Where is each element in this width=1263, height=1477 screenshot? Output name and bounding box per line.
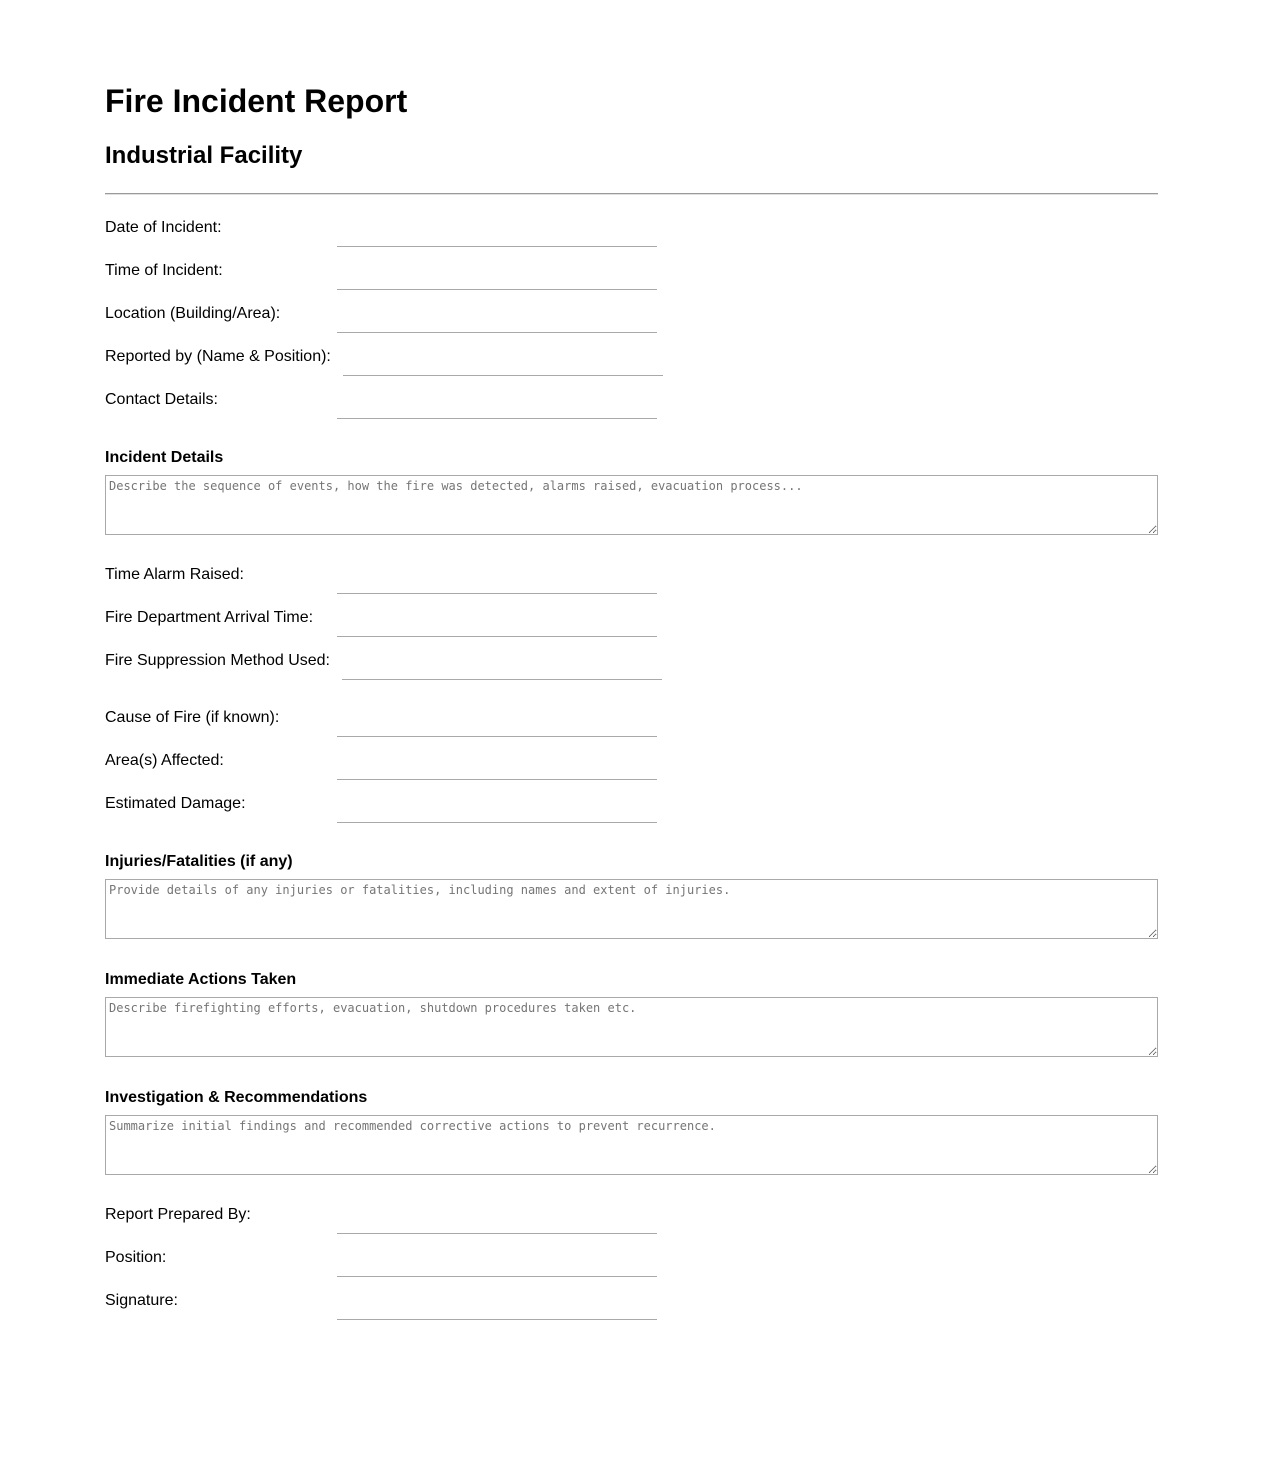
investigation-textarea[interactable] [105, 1115, 1158, 1175]
field-contact-details [105, 390, 657, 420]
estimated-damage-input[interactable] [337, 800, 657, 823]
field-label: Signature: [105, 1292, 178, 1309]
field-label: Contact Details: [105, 391, 218, 408]
field-label: Cause of Fire (if known): [105, 709, 280, 726]
fire-department-arrival-input[interactable] [337, 614, 657, 637]
field-label: Estimated Damage: [105, 795, 246, 812]
time-alarm-raised-input[interactable] [337, 571, 657, 594]
section-title-injuries: Injuries/Fatalities (if any) [105, 853, 293, 870]
field-fire-department-arrival [105, 608, 657, 638]
position-input[interactable] [337, 1254, 657, 1277]
field-label: Time of Incident: [105, 262, 223, 279]
fire-suppression-method-input[interactable] [342, 657, 662, 680]
field-label: Date of Incident: [105, 219, 222, 236]
field-reported-by [105, 347, 663, 377]
header-divider [105, 193, 1158, 195]
field-date-of-incident [105, 218, 657, 248]
field-estimated-damage [105, 794, 657, 824]
field-fire-suppression-method [105, 651, 662, 681]
page-subtitle: Industrial Facility [105, 142, 303, 169]
time-of-incident-input[interactable] [337, 267, 657, 290]
field-position [105, 1248, 657, 1278]
field-label: Reported by (Name & Position): [105, 348, 331, 365]
date-of-incident-input[interactable] [337, 224, 657, 247]
field-cause-of-fire [105, 708, 657, 738]
field-label: Fire Department Arrival Time: [105, 609, 314, 626]
field-label: Report Prepared By: [105, 1206, 251, 1223]
contact-details-input[interactable] [337, 396, 657, 419]
cause-of-fire-input[interactable] [337, 714, 657, 737]
field-report-prepared-by [105, 1205, 657, 1235]
section-title-immediate-actions: Immediate Actions Taken [105, 971, 297, 988]
field-label: Fire Suppression Method Used: [105, 652, 330, 669]
reported-by-input[interactable] [343, 353, 663, 376]
field-label: Location (Building/Area): [105, 305, 281, 322]
field-label: Area(s) Affected: [105, 752, 224, 769]
areas-affected-input[interactable] [337, 757, 657, 780]
immediate-actions-textarea[interactable] [105, 997, 1158, 1057]
field-time-of-incident [105, 261, 657, 291]
section-title-investigation: Investigation & Recommendations [105, 1089, 368, 1106]
report-prepared-by-input[interactable] [337, 1211, 657, 1234]
field-label: Time Alarm Raised: [105, 566, 244, 583]
field-areas-affected [105, 751, 657, 781]
field-signature [105, 1291, 657, 1321]
field-location [105, 304, 657, 334]
incident-details-textarea[interactable] [105, 475, 1158, 535]
field-time-alarm-raised [105, 565, 657, 595]
signature-input[interactable] [337, 1297, 657, 1320]
field-label: Position: [105, 1249, 167, 1266]
section-title-incident-details: Incident Details [105, 449, 224, 466]
location-input[interactable] [337, 310, 657, 333]
page-title: Fire Incident Report [105, 83, 408, 119]
injuries-textarea[interactable] [105, 879, 1158, 939]
